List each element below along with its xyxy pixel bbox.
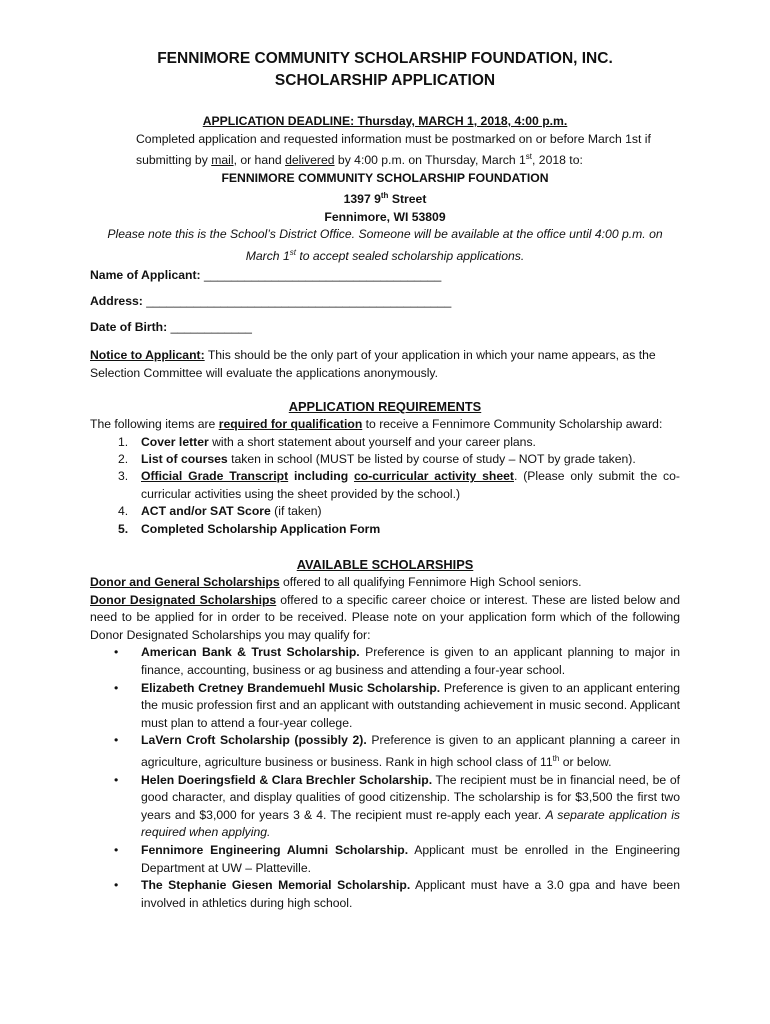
requirements-intro: The following items are required for qualification to receive a Fennimore Community Scholarship award: — [90, 417, 663, 431]
bullet-icon: • — [114, 733, 119, 748]
title-line-1: FENNIMORE COMMUNITY SCHOLARSHIP FOUNDATION, INC. — [157, 50, 613, 67]
office-note-a: Please note this is the School’s District Office. Someone will be available at the office until 4:00 p.m. on — [107, 227, 663, 242]
scholarship-item: • Elizabeth Cretney Brandemuehl Music Scholarship. Preference is given to an applicant entering the music profession first and an applicant with outstanding achievement in music second. Applicant must plan to attend a four-year college. — [114, 680, 680, 730]
bullet-icon: • — [114, 645, 119, 660]
requirement-item: 2. List of courses taken in school (MUST be listed by course of study – NOT by grade taken). — [118, 451, 636, 466]
scholarship-list — [90, 644, 680, 912]
street-address: 1397 9th Street — [343, 191, 427, 207]
scholarship-item: • The Stephanie Giesen Memorial Scholarship. Applicant must have a 3.0 gpa and have been involved in athletics during high school. — [114, 878, 680, 910]
requirements-list — [90, 434, 680, 538]
bullet-icon: • — [114, 878, 119, 893]
general-scholarships: Donor and General Scholarships offered to all qualifying Fennimore High School seniors. — [90, 575, 582, 589]
title-line-2: SCHOLARSHIP APPLICATION — [274, 72, 496, 89]
bullet-icon: • — [114, 772, 119, 787]
requirement-item: 4. ACT and/or SAT Score (if taken) — [118, 504, 322, 519]
dob-label: Date of Birth: — [90, 320, 168, 334]
dob-field[interactable] — [90, 320, 252, 334]
deadline-text-b: submitting by mail, or hand delivered by 4:00 p.m. on Thursday, March 1st, 2018 to: — [136, 152, 583, 168]
city-state-zip: Fennimore, WI 53809 — [324, 209, 446, 224]
general-label: Donor and General Scholarships — [90, 575, 280, 589]
notice-paragraph: Notice to Applicant: This should be the only part of your application in which your name appears, as the Selection Committee will evaluate the applications anonymously. — [90, 348, 656, 380]
scholarships-section — [90, 556, 680, 912]
required-phrase: required for qualification — [218, 417, 363, 431]
scholarship-item: • Helen Doeringsfield & Clara Brechler Scholarship. The recipient must be in financial need, be of good character, and display qualities of good citizenship. The scholarship is for $3,500 the first two years and $3,000 for years 3 & 4. The recipient must re-apply each year. A separate application is required when applying. — [114, 772, 680, 840]
address-blank[interactable]: _____________________________________________ — [146, 294, 452, 308]
applicant-name-field[interactable] — [90, 268, 441, 282]
requirement-item: 5. Completed Scholarship Application Form — [118, 521, 381, 536]
designated-scholarships: Donor Designated Scholarships offered to a specific career choice or interest. These are listed below and need to be applied for in order to be received. Please note on your application form which of the following Donor Designated Scholarships you may qualify for: — [90, 592, 680, 642]
scholarship-item: • LaVern Croft Scholarship (possibly 2). Preference is given to an applicant planning a career in agriculture, agriculture business or business. Rank in high school class of 11th or below. — [114, 733, 680, 769]
document-title — [0, 50, 770, 90]
applicant-name-label: Name of Applicant: — [90, 268, 201, 282]
applicant-name-blank[interactable]: ___________________________________ — [204, 268, 442, 282]
scholarships-heading: AVAILABLE SCHOLARSHIPS — [296, 557, 474, 572]
dob-blank[interactable]: ____________ — [170, 320, 252, 334]
deadline-heading: APPLICATION DEADLINE: Thursday, MARCH 1, 2018, 4:00 p.m. — [202, 114, 568, 128]
requirements-heading: APPLICATION REQUIREMENTS — [288, 399, 482, 414]
notice-label: Notice to Applicant: — [90, 348, 205, 362]
deadline-section — [0, 113, 770, 265]
address-field[interactable] — [90, 294, 451, 308]
scholarship-item: • American Bank & Trust Scholarship. Preference is given to an applicant planning to major in finance, accounting, business or ag business and attending a four-year school. — [114, 645, 680, 677]
designated-label: Donor Designated Scholarships — [90, 592, 277, 607]
deadline-text-a: Completed application and requested information must be postmarked on or before March 1st if — [136, 131, 651, 146]
address-label: Address: — [90, 294, 143, 308]
requirement-item: 3. Official Grade Transcript including co-curricular activity sheet. (Please only submit the co-curricular activities using the sheet provided by the school.) — [118, 469, 680, 501]
scholarship-item: • Fennimore Engineering Alumni Scholarship. Applicant must be enrolled in the Engineering Department at UW – Platteville. — [114, 842, 680, 875]
office-note-b: March 1st to accept sealed scholarship applications. — [245, 247, 525, 263]
requirements-section — [90, 398, 680, 538]
mail-word: mail — [211, 153, 234, 168]
bullet-icon: • — [114, 842, 119, 857]
requirement-item: 1. Cover letter with a short statement about yourself and your career plans. — [118, 434, 536, 449]
delivered-word: delivered — [285, 153, 335, 168]
bullet-icon: • — [114, 680, 119, 695]
org-name: FENNIMORE COMMUNITY SCHOLARSHIP FOUNDATION — [221, 170, 549, 185]
